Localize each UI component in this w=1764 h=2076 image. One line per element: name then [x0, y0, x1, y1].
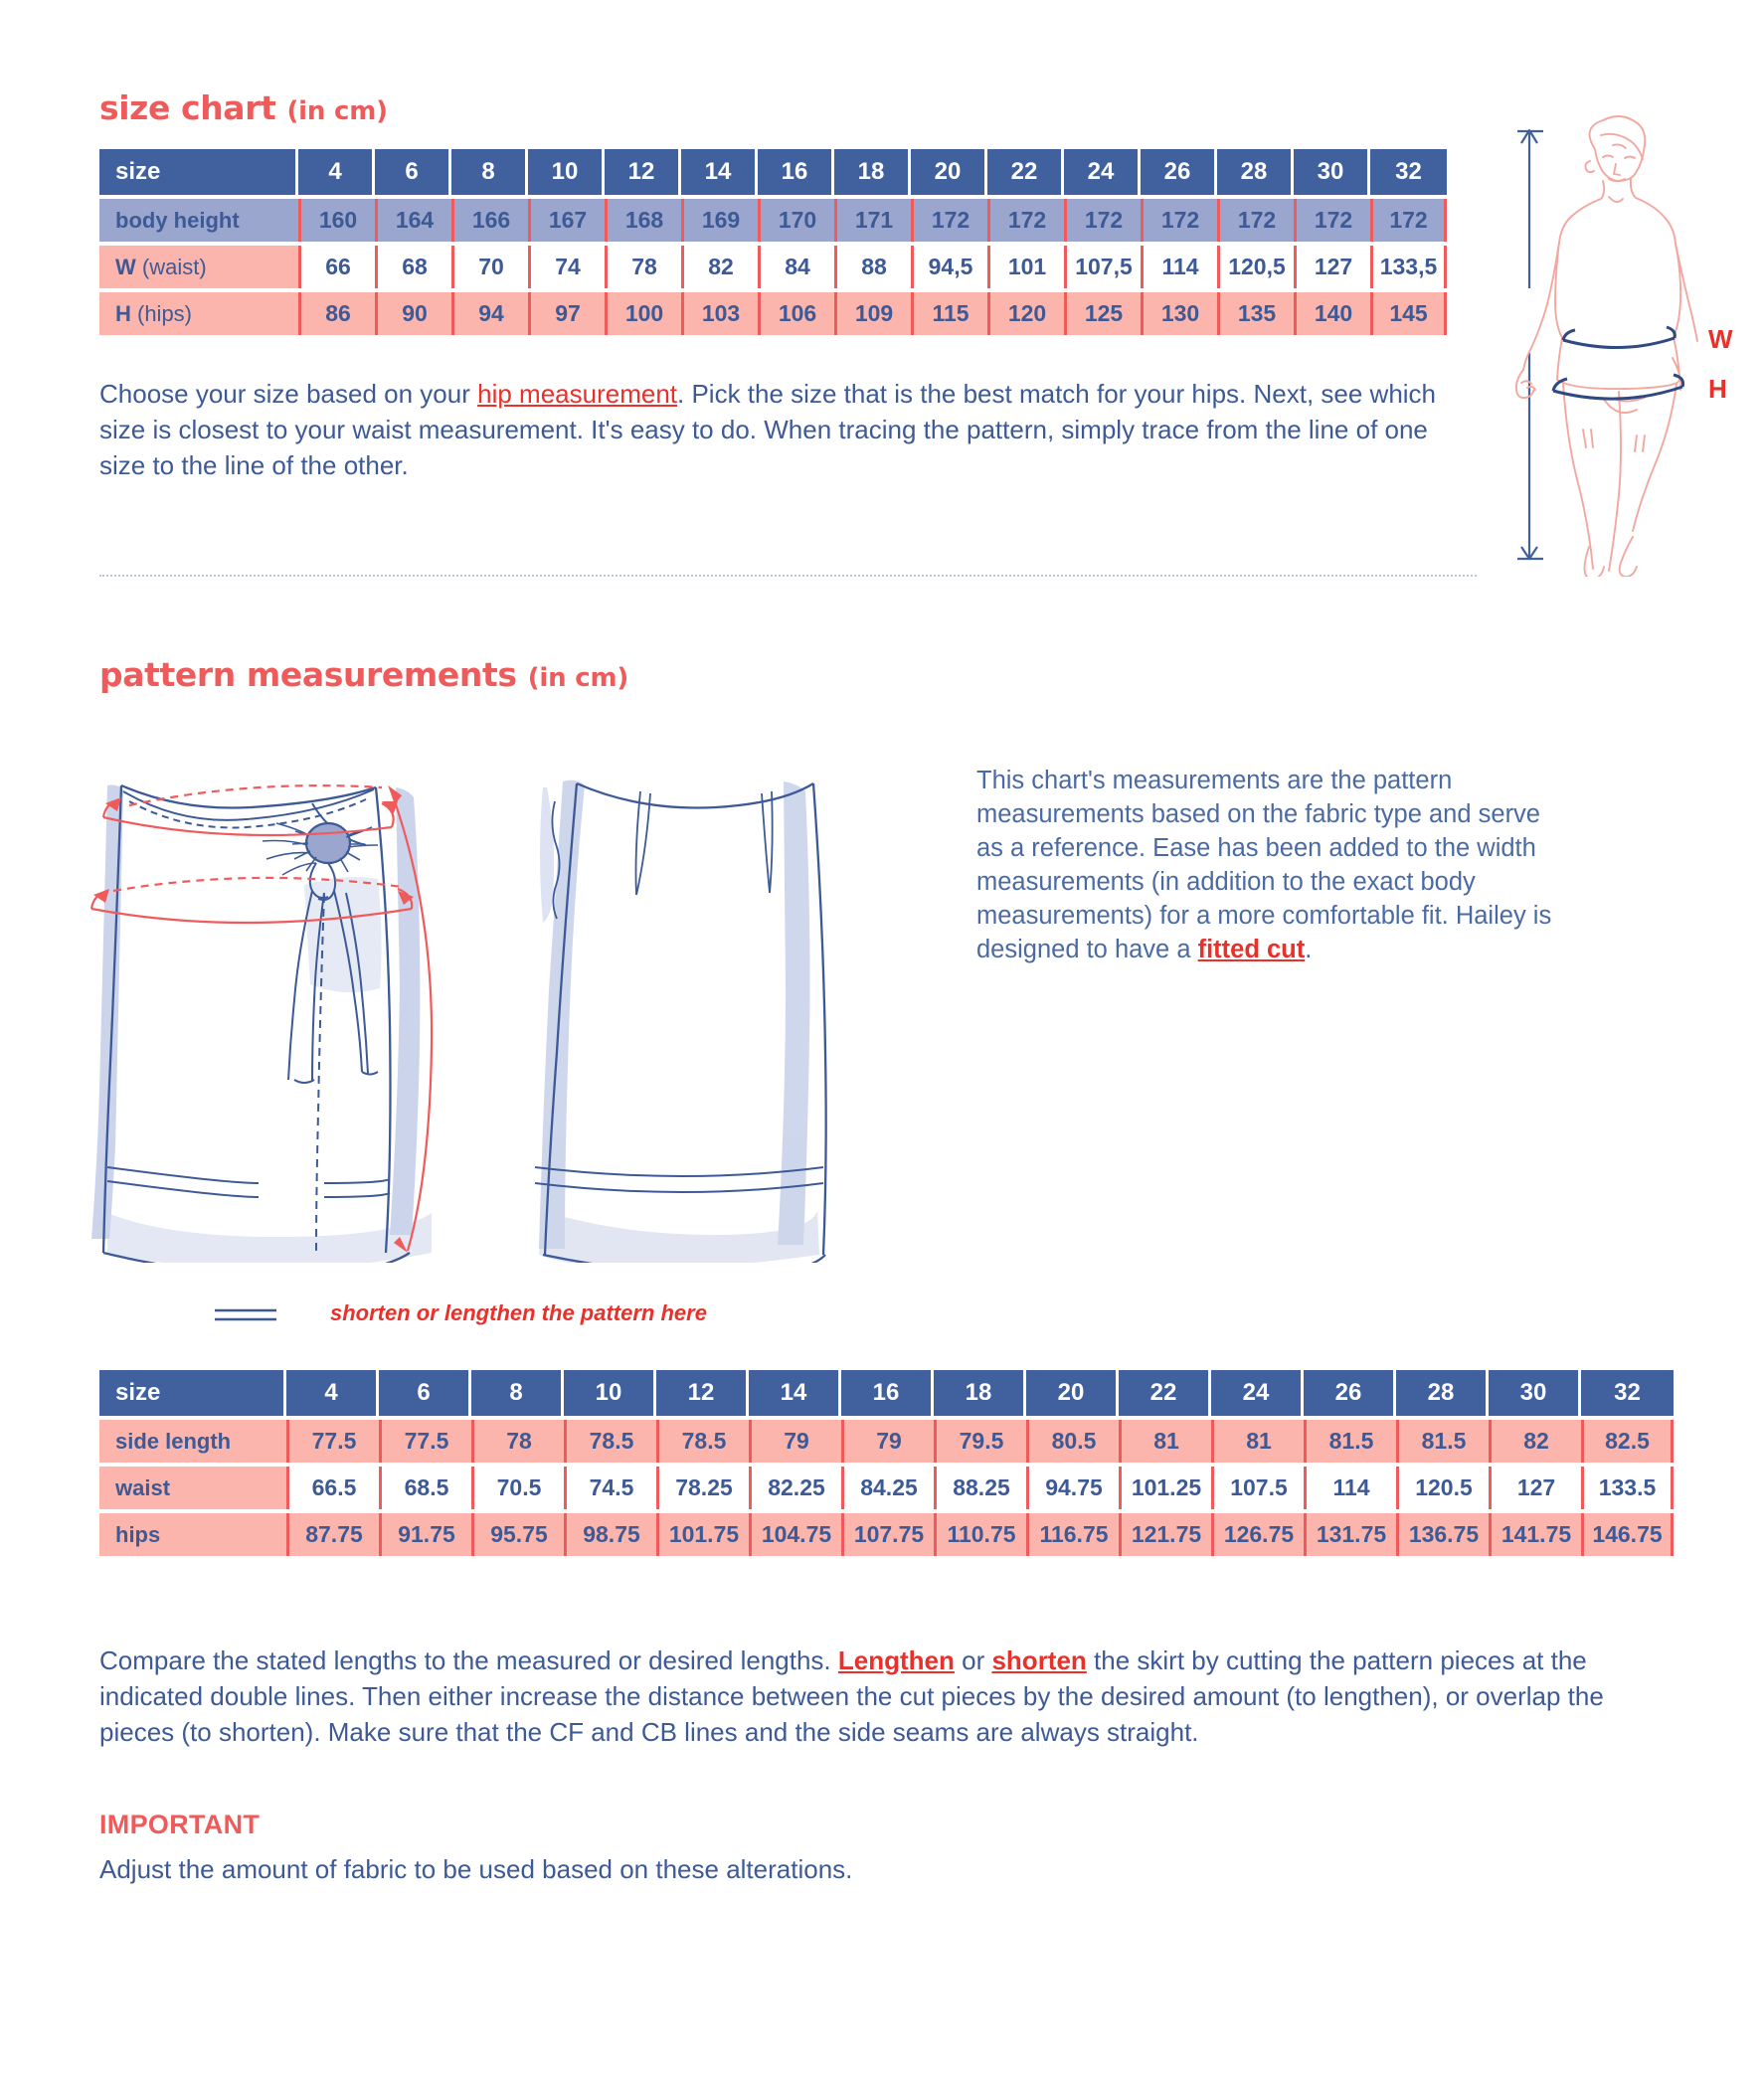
table-cell: 133.5	[1581, 1467, 1674, 1509]
waist-band-icon	[1563, 327, 1675, 348]
size-header-30: 30	[1294, 149, 1370, 195]
size-header-28: 28	[1396, 1370, 1489, 1416]
table-cell: 70	[451, 246, 528, 288]
size-header-32: 32	[1370, 149, 1447, 195]
table-cell: 107.75	[841, 1513, 934, 1556]
table-cell: 107.5	[1211, 1467, 1304, 1509]
table-cell: 172	[1370, 199, 1447, 242]
pattern-measurements-heading-text: pattern measurements	[99, 655, 517, 694]
size-header-12: 12	[605, 149, 681, 195]
size-header-16: 16	[841, 1370, 934, 1416]
table-cell: 82	[681, 246, 758, 288]
table-cell: 168	[605, 199, 681, 242]
table-cell: 78	[605, 246, 681, 288]
table-cell: 166	[451, 199, 528, 242]
description-part-1: This chart's measurements are the pattern measurements based on the fabric type and serve as a reference. Ease has been added to the width measurements (in addition to the exact body measurements) for a more comfortable fit. Hailey is designed to have a	[976, 767, 1552, 963]
paragraph-part-2: . Pick the size that is the best match for your hips. Next, see which size is closest to your waist measurement. It's easy to do. When tracing the pattern, simply trace from the line of one size to the line of the other.	[99, 379, 1437, 480]
table-cell: 171	[834, 199, 911, 242]
lengthen-shorten-lines-back	[535, 1167, 823, 1192]
row-label: hips	[99, 1513, 286, 1556]
row-label: waist	[99, 1467, 286, 1509]
skirt-back-shading	[539, 780, 819, 1263]
table-cell: 68.5	[379, 1467, 471, 1509]
table-cell: 70.5	[471, 1467, 564, 1509]
size-chart-heading	[99, 88, 388, 127]
legend-caption: shorten or lengthen the pattern here	[330, 1300, 707, 1325]
table-row	[99, 1513, 1674, 1556]
pattern-measurements-table	[99, 1370, 1674, 1556]
size-header-26: 26	[1304, 1370, 1396, 1416]
table-cell: 160	[298, 199, 375, 242]
table-cell: 136.75	[1396, 1513, 1489, 1556]
size-header-12: 12	[656, 1370, 749, 1416]
table-cell: 141.75	[1489, 1513, 1581, 1556]
hip-measurement-highlight[interactable]: hip measurement	[477, 379, 678, 409]
table-cell: 145	[1370, 292, 1447, 335]
size-header-14: 14	[749, 1370, 841, 1416]
table-cell: 91.75	[379, 1513, 471, 1556]
table-cell: 172	[911, 199, 987, 242]
table-cell: 126.75	[1211, 1513, 1304, 1556]
table-cell: 78	[471, 1420, 564, 1463]
table-cell: 172	[1217, 199, 1294, 242]
pattern-measurements-heading-unit: (in cm)	[527, 663, 629, 693]
table-cell: 94.75	[1026, 1467, 1119, 1509]
footer-paragraph	[99, 1643, 1680, 1750]
table-cell: 127	[1294, 246, 1370, 288]
size-header-4: 4	[286, 1370, 379, 1416]
table-cell: 109	[834, 292, 911, 335]
table-cell: 107,5	[1064, 246, 1141, 288]
table-cell: 84	[758, 246, 834, 288]
size-header-24: 24	[1064, 149, 1141, 195]
table-cell: 77.5	[286, 1420, 379, 1463]
footer-part-3: the skirt by cutting the pattern pieces at the indicated double lines. Then either increase the distance between the cut pieces by the desired amount (to lengthen), or overlap the pieces (to shorten). Make sure that the CF and CB lines and the side seams are always straight.	[99, 1645, 1604, 1747]
table-cell: 131.75	[1304, 1513, 1396, 1556]
size-header-18: 18	[934, 1370, 1026, 1416]
size-header-32: 32	[1581, 1370, 1674, 1416]
size-header-4: 4	[298, 149, 375, 195]
table-cell: 167	[528, 199, 605, 242]
table-cell: 116.75	[1026, 1513, 1119, 1556]
size-header-8: 8	[471, 1370, 564, 1416]
lengthen-shorten-legend	[215, 1304, 278, 1329]
table-cell: 125	[1064, 292, 1141, 335]
row-label: side length	[99, 1420, 286, 1463]
size-chart-paragraph	[99, 376, 1472, 483]
lengthen-highlight[interactable]: Lengthen	[837, 1645, 955, 1675]
table-cell: 94,5	[911, 246, 987, 288]
size-header-16: 16	[758, 149, 834, 195]
footer-part-2: or	[954, 1645, 992, 1675]
table-cell: 66	[298, 246, 375, 288]
table-cell: 81	[1119, 1420, 1211, 1463]
size-header-14: 14	[681, 149, 758, 195]
description-part-2: .	[1305, 936, 1313, 963]
table-cell: 130	[1141, 292, 1217, 335]
table-cell: 114	[1141, 246, 1217, 288]
table-header-row	[99, 149, 1447, 195]
table-cell: 79	[841, 1420, 934, 1463]
table-cell: 74.5	[564, 1467, 656, 1509]
size-header-30: 30	[1489, 1370, 1581, 1416]
section-divider	[99, 575, 1477, 577]
size-header-20: 20	[1026, 1370, 1119, 1416]
size-header-8: 8	[451, 149, 528, 195]
table-cell: 101.25	[1119, 1467, 1211, 1509]
table-cell: 82	[1489, 1420, 1581, 1463]
table-cell: 94	[451, 292, 528, 335]
skirt-back-technical-drawing	[485, 746, 853, 1268]
table-corner-label: size	[99, 1370, 286, 1416]
table-cell: 86	[298, 292, 375, 335]
size-header-6: 6	[375, 149, 451, 195]
skirt-front-shading	[91, 785, 432, 1264]
row-label: W (waist)	[99, 246, 298, 288]
table-cell: 78.5	[564, 1420, 656, 1463]
lengthen-shorten-lines	[107, 1167, 390, 1197]
table-cell: 164	[375, 199, 451, 242]
important-text: Adjust the amount of fabric to be used based on these alterations.	[99, 1854, 853, 1884]
hips-label: H	[1708, 374, 1727, 404]
body-measurement-figure	[1492, 109, 1760, 582]
table-cell: 82.5	[1581, 1420, 1674, 1463]
table-cell: 120,5	[1217, 246, 1294, 288]
table-row	[99, 199, 1447, 242]
table-cell: 84.25	[841, 1467, 934, 1509]
table-cell: 78.25	[656, 1467, 749, 1509]
table-cell: 169	[681, 199, 758, 242]
shorten-highlight[interactable]: shorten	[991, 1645, 1087, 1675]
table-cell: 100	[605, 292, 681, 335]
table-cell: 103	[681, 292, 758, 335]
table-row	[99, 292, 1447, 335]
size-header-22: 22	[987, 149, 1064, 195]
size-header-28: 28	[1217, 149, 1294, 195]
pattern-measurements-heading	[99, 655, 629, 694]
table-cell: 170	[758, 199, 834, 242]
table-header-row	[99, 1370, 1674, 1416]
pattern-description-paragraph	[976, 764, 1563, 966]
table-cell: 127	[1489, 1467, 1581, 1509]
table-corner-label: size	[99, 149, 298, 195]
skirt-back-svg	[485, 746, 853, 1263]
table-cell: 74	[528, 246, 605, 288]
table-row	[99, 1420, 1674, 1463]
table-cell: 98.75	[564, 1513, 656, 1556]
table-cell: 82.25	[749, 1467, 841, 1509]
table-cell: 101	[987, 246, 1064, 288]
size-header-10: 10	[564, 1370, 656, 1416]
table-cell: 110.75	[934, 1513, 1026, 1556]
row-label: H (hips)	[99, 292, 298, 335]
height-arrow-icon	[1517, 130, 1543, 559]
table-cell: 115	[911, 292, 987, 335]
size-chart-heading-text: size chart	[99, 88, 276, 127]
table-cell: 120	[987, 292, 1064, 335]
important-heading: IMPORTANT	[99, 1810, 261, 1839]
table-cell: 97	[528, 292, 605, 335]
table-cell: 79.5	[934, 1420, 1026, 1463]
size-header-18: 18	[834, 149, 911, 195]
table-cell: 77.5	[379, 1420, 471, 1463]
table-cell: 120.5	[1396, 1467, 1489, 1509]
table-cell: 133,5	[1370, 246, 1447, 288]
table-row	[99, 246, 1447, 288]
table-cell: 172	[987, 199, 1064, 242]
footer-part-1: Compare the stated lengths to the measured or desired lengths.	[99, 1645, 838, 1675]
size-chart-table	[99, 149, 1447, 335]
table-cell: 81	[1211, 1420, 1304, 1463]
size-chart-table-wrap	[99, 149, 1447, 335]
table-cell: 90	[375, 292, 451, 335]
size-header-26: 26	[1141, 149, 1217, 195]
table-cell: 172	[1294, 199, 1370, 242]
double-line-icon	[215, 1304, 278, 1324]
table-cell: 78.5	[656, 1420, 749, 1463]
table-cell: 79	[749, 1420, 841, 1463]
table-cell: 88.25	[934, 1467, 1026, 1509]
size-header-10: 10	[528, 149, 605, 195]
table-cell: 135	[1217, 292, 1294, 335]
paragraph-part-1: Choose your size based on your	[99, 379, 478, 409]
fitted-cut-highlight[interactable]: fitted cut	[1197, 936, 1306, 963]
table-cell: 106	[758, 292, 834, 335]
size-header-20: 20	[911, 149, 987, 195]
table-cell: 68	[375, 246, 451, 288]
table-cell: 88	[834, 246, 911, 288]
waist-label: W	[1708, 324, 1733, 354]
row-label: body height	[99, 199, 298, 242]
table-cell: 172	[1064, 199, 1141, 242]
table-cell: 81.5	[1304, 1420, 1396, 1463]
table-cell: 66.5	[286, 1467, 379, 1509]
table-cell: 140	[1294, 292, 1370, 335]
table-row	[99, 1467, 1674, 1509]
size-header-6: 6	[379, 1370, 471, 1416]
table-cell: 95.75	[471, 1513, 564, 1556]
pattern-measurements-table-wrap	[99, 1370, 1674, 1556]
skirt-front-svg	[78, 746, 475, 1263]
table-cell: 146.75	[1581, 1513, 1674, 1556]
table-cell: 101.75	[656, 1513, 749, 1556]
size-chart-heading-unit: (in cm)	[286, 96, 388, 126]
table-cell: 172	[1141, 199, 1217, 242]
figure-svg	[1492, 109, 1760, 577]
table-cell: 80.5	[1026, 1420, 1119, 1463]
skirt-front-technical-drawing	[78, 746, 475, 1268]
size-header-24: 24	[1211, 1370, 1304, 1416]
table-cell: 121.75	[1119, 1513, 1211, 1556]
table-cell: 81.5	[1396, 1420, 1489, 1463]
table-cell: 114	[1304, 1467, 1396, 1509]
table-cell: 104.75	[749, 1513, 841, 1556]
size-header-22: 22	[1119, 1370, 1211, 1416]
table-cell: 87.75	[286, 1513, 379, 1556]
